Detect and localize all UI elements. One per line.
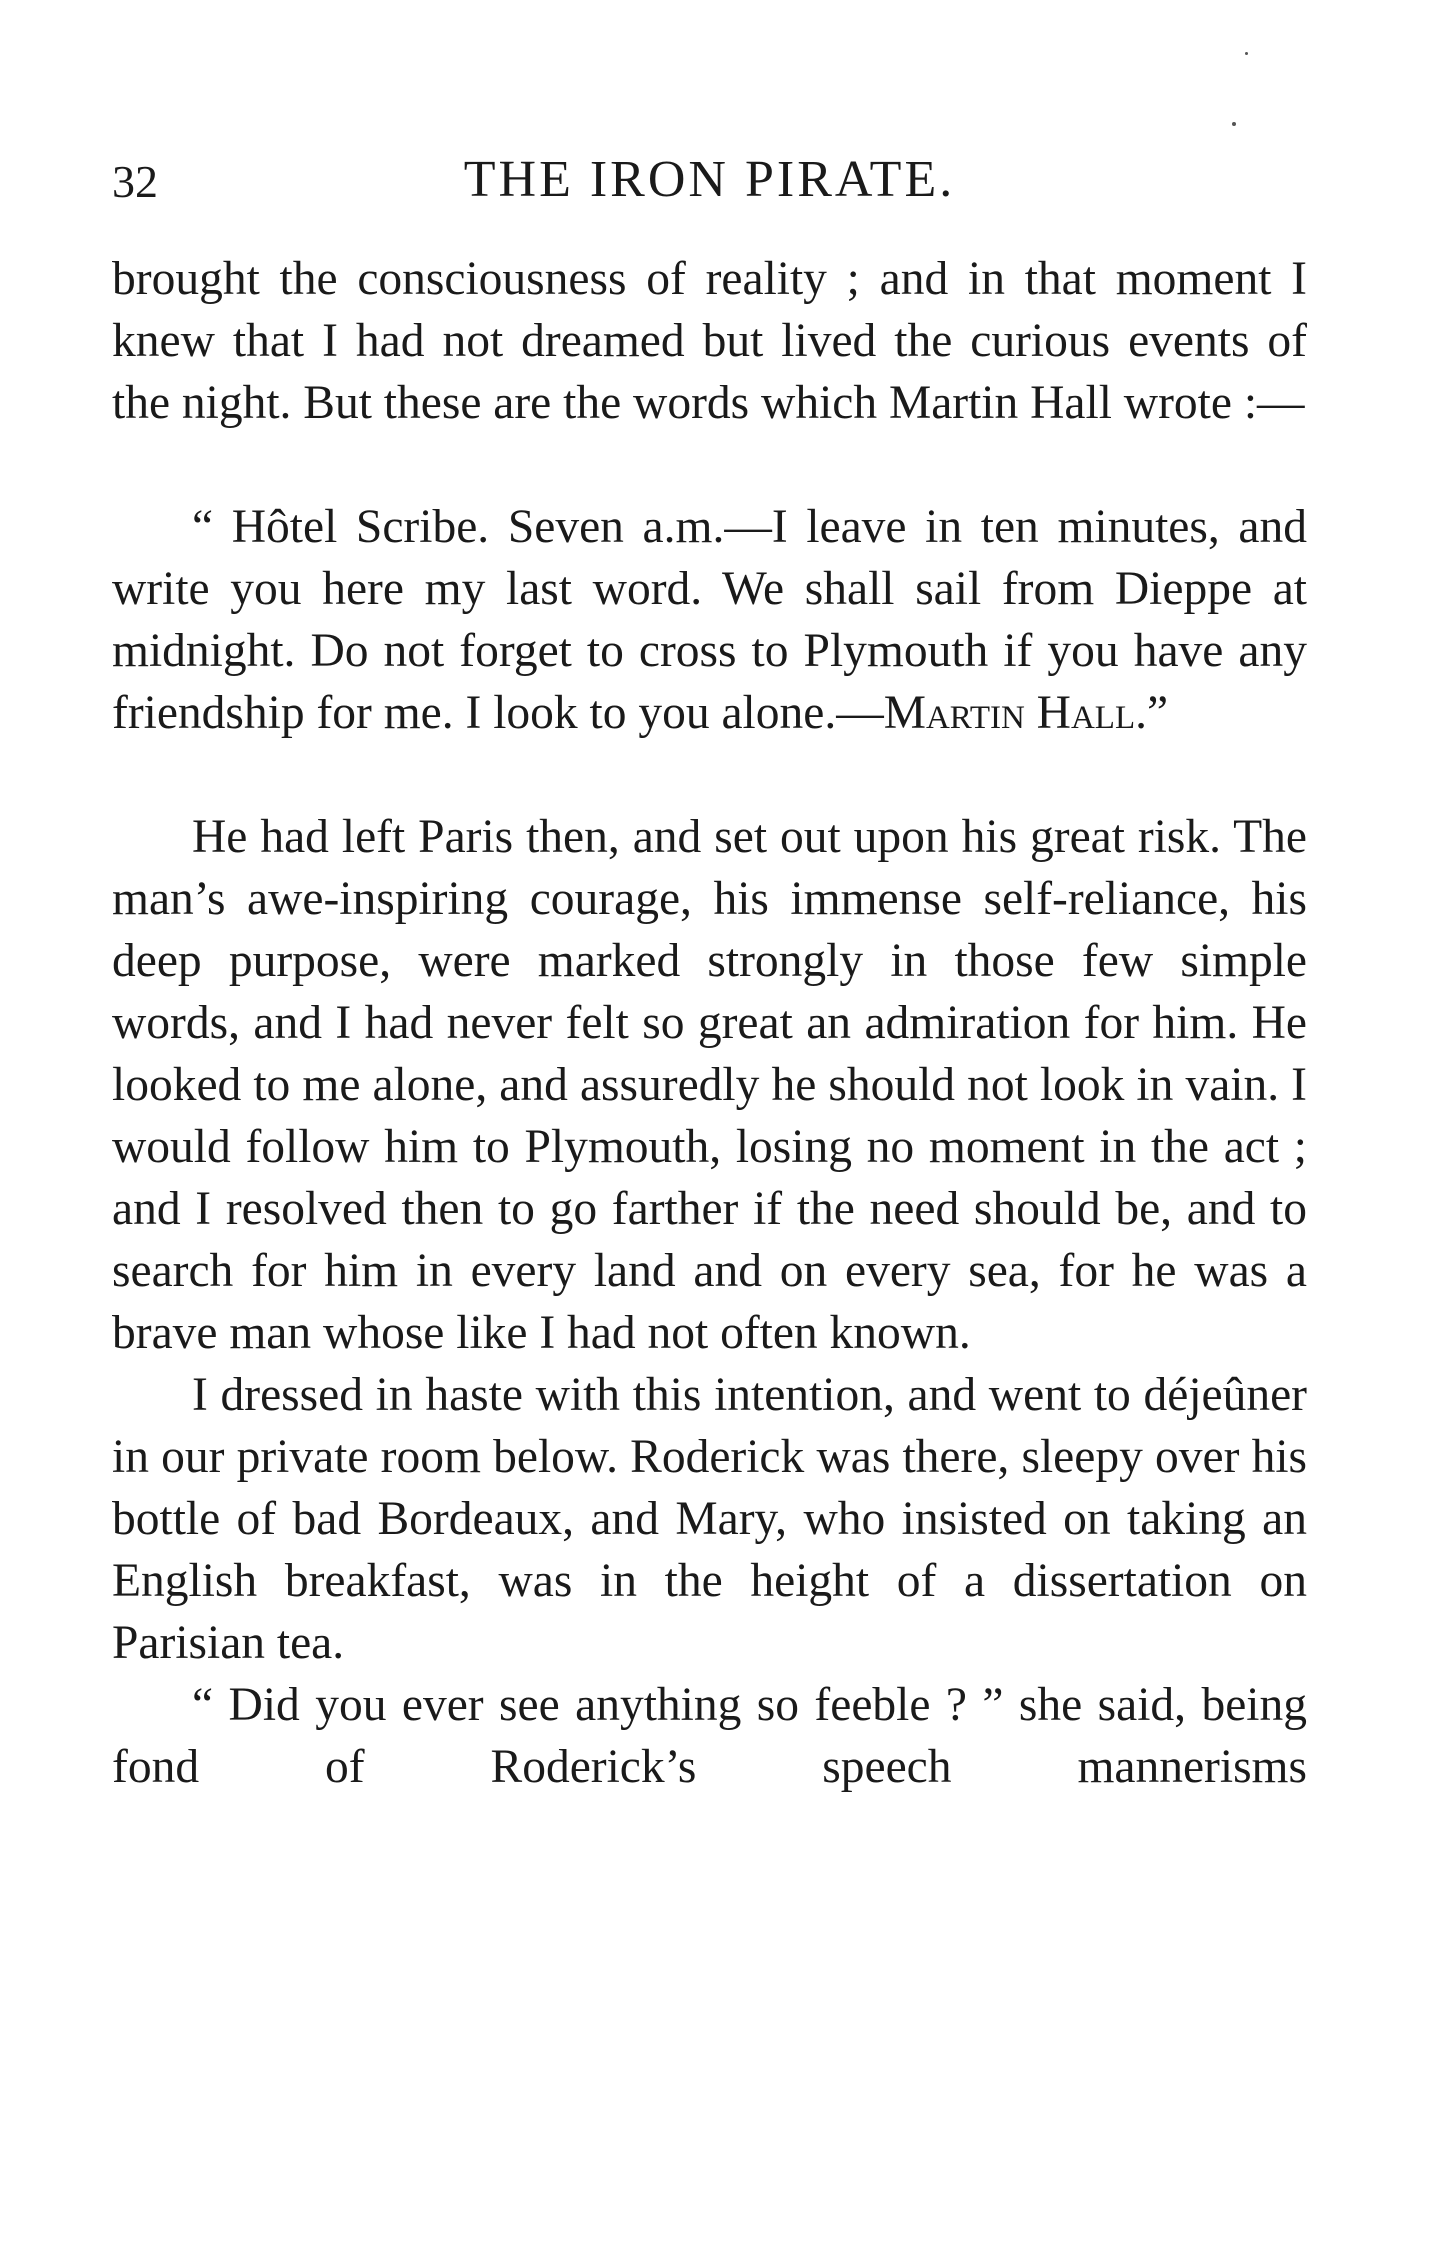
running-title: THE IRON PIRATE. <box>463 151 956 208</box>
paragraph-gap <box>112 744 1307 806</box>
letter-signature: Martin Hall. <box>883 687 1147 739</box>
paragraph-1: brought the consciousness of reality ; and in that moment I knew that I had not dreamed but lived the curious events of the night. But these are the words which Martin Hall wrote :— <box>112 253 1307 429</box>
letter-close-quote: ” <box>1147 687 1169 739</box>
print-speck <box>1232 122 1236 126</box>
page-header <box>112 150 1307 220</box>
paragraph-4: I dressed in haste with this intention, and went to déjeûner in our private room below. Roderick was there, sleepy over his bottle of bad Bordeaux, and Mary, who insisted on taking an English breakfast, was in the height of a dissertation on Parisian tea. <box>112 1369 1307 1669</box>
paragraph-3: He had left Paris then, and set out upon his great risk. The man’s awe-inspiring courage, his immense self-reliance, his deep purpose, were marked strongly in those few simple words, and I had never felt so great an admiration for him. He looked to me alone, and assuredly he should not look in vain. I would follow him to Plymouth, losing no moment in the act ; and I resolved then to go farther if the need should be, and to search for him in every land and on every sea, for he was a brave man whose like I had not often known. <box>112 811 1307 1359</box>
letter-text: “ Hôtel Scribe. Seven a.m.—I leave in ten minutes, and write you here my last word. We shall sail from Dieppe at midnight. Do not forget to cross to Plymouth if you have any friendship for me. I look to you alone.— <box>112 501 1307 739</box>
paragraph-5: “ Did you ever see anything so feeble ? ” she said, being fond of Roderick’s speech mannerisms <box>112 1679 1307 1793</box>
page-body <box>112 248 1307 1798</box>
page-number: 32 <box>112 156 158 207</box>
print-speck <box>1245 52 1248 55</box>
paragraph-gap <box>112 434 1307 496</box>
letter-quote <box>112 496 1307 744</box>
